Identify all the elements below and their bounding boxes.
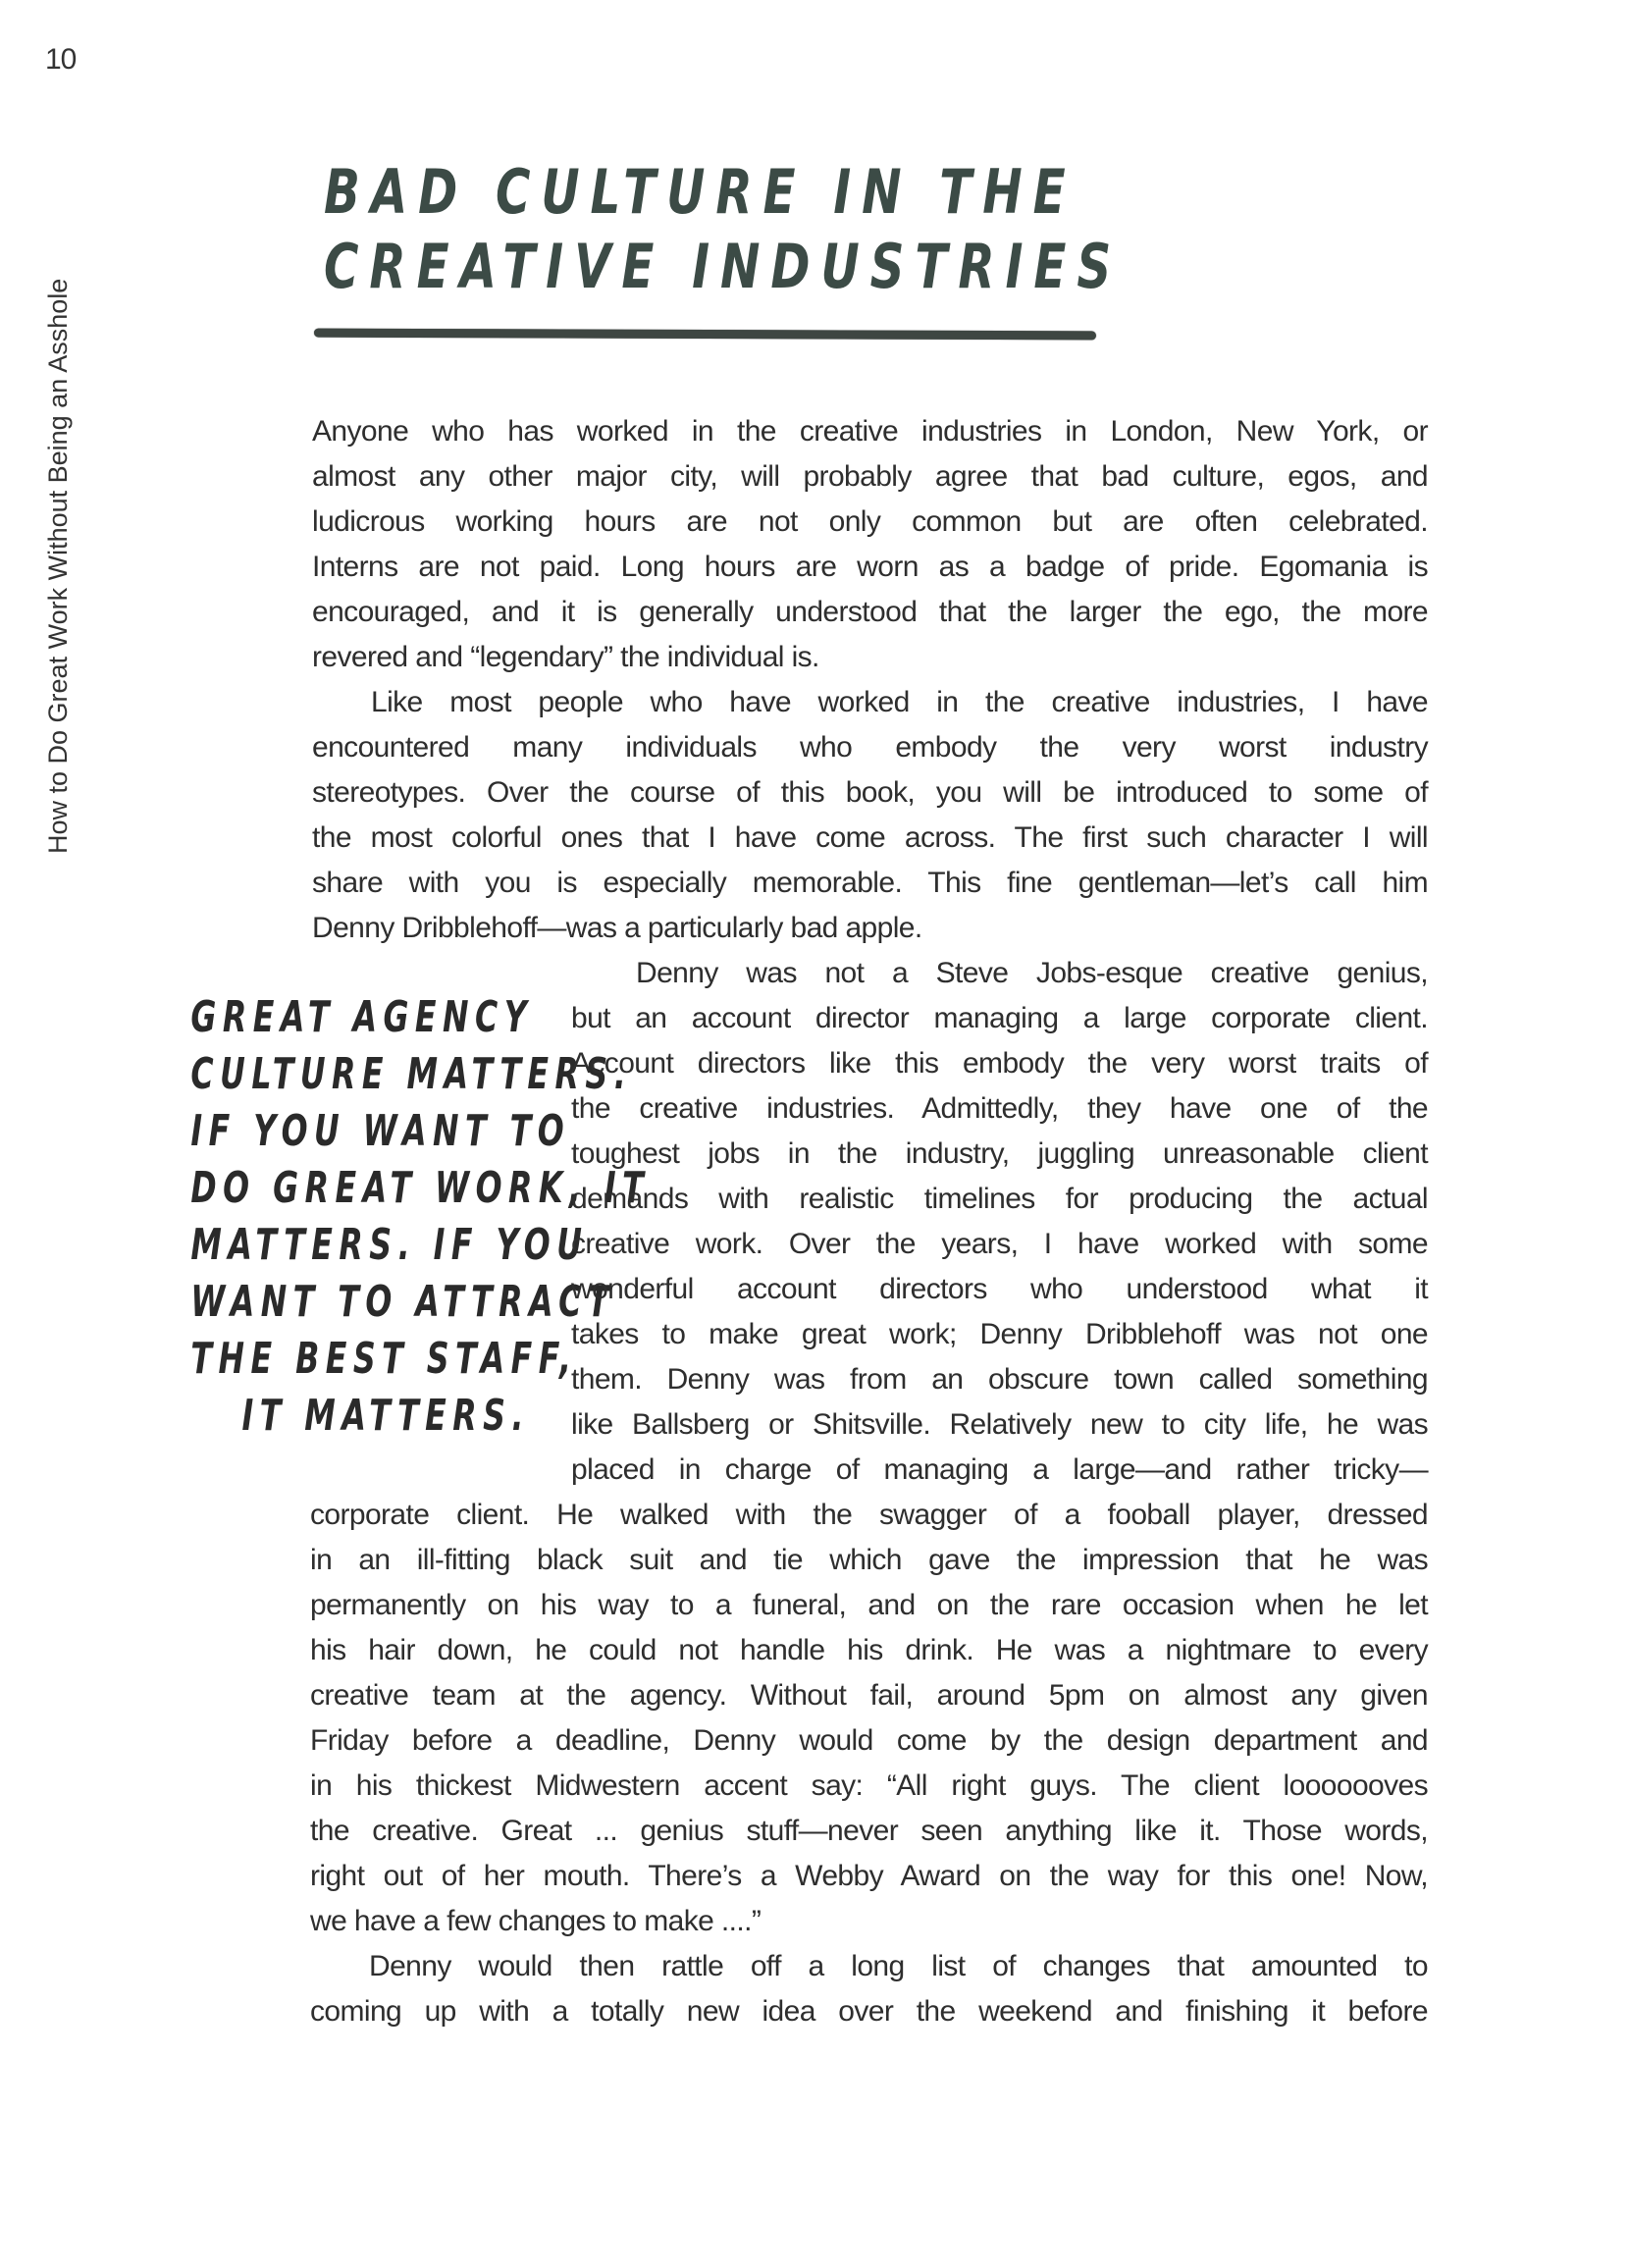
pull-quote-line: DO GREAT WORK, IT [190, 1163, 651, 1213]
body-line: right out of her mouth. There’s a Webby Award on the way for this one! Now, [310, 1860, 1428, 1892]
body-line: takes to make great work; Denny Dribblehoff was not one [571, 1318, 1428, 1350]
page-number: 10 [45, 43, 77, 76]
body-line: his hair down, he could not handle his drink. He was a nightmare to every [310, 1634, 1428, 1666]
title-underline-rule [314, 329, 1096, 341]
body-line: encountered many individuals who embody the very worst industry [312, 731, 1428, 764]
body-line: toughest jobs in the industry, juggling unreasonable client [571, 1137, 1428, 1170]
pull-quote-line: IF YOU WANT TO [190, 1106, 571, 1156]
body-line: the creative industries. Admittedly, they have one of the [571, 1092, 1428, 1125]
body-line: coming up with a totally new idea over the weekend and finishing it before [310, 1995, 1428, 2028]
chapter-title-line-2: CREATIVE INDUSTRIES [324, 231, 1123, 302]
body-line: corporate client. He walked with the swagger of a fooball player, dressed [310, 1499, 1428, 1531]
body-line: almost any other major city, will probably agree that bad culture, egos, and [312, 460, 1428, 493]
body-line: share with you is especially memorable. This fine gentleman—let’s call him [312, 867, 1428, 899]
body-line: Like most people who have worked in the creative industries, I have [371, 686, 1428, 718]
body-line: them. Denny was from an obscure town called something [571, 1363, 1428, 1396]
body-line: encouraged, and it is generally understood that the larger the ego, the more [312, 596, 1428, 628]
pull-quote [59, 989, 651, 1445]
body-line: in an ill-fitting black suit and tie which gave the impression that he was [310, 1544, 1428, 1576]
body-line: permanently on his way to a funeral, and on the rare occasion when he let [310, 1589, 1428, 1621]
body-line: Friday before a deadline, Denny would come by the design department and [310, 1724, 1428, 1757]
body-line: Denny would then rattle off a long list of changes that amounted to [369, 1950, 1428, 1982]
body-line: revered and “legendary” the individual is. [312, 641, 819, 673]
body-section-intro [312, 409, 1428, 951]
body-line: in his thickest Midwestern accent say: “All right guys. The client looooooves [310, 1769, 1428, 1802]
body-line: but an account director managing a large corporate client. [571, 1002, 1428, 1034]
pull-quote-line: MATTERS. IF YOU [190, 1220, 589, 1270]
body-line: Anyone who has worked in the creative industries in London, New York, or [312, 415, 1428, 448]
body-line: creative work. Over the years, I have worked with some [571, 1228, 1428, 1260]
pull-quote-line: WANT TO ATTRACT [190, 1277, 615, 1327]
pull-quote-line: GREAT AGENCY [190, 992, 534, 1042]
body-line: Denny Dribblehoff—was a particularly bad apple. [312, 912, 922, 944]
body-line: Denny was not a Steve Jobs-esque creative genius, [636, 957, 1428, 989]
body-line: wonderful account directors who understood what it [571, 1273, 1428, 1305]
body-line: stereotypes. Over the course of this book, you will be introduced to some of [312, 776, 1428, 809]
body-line: Account directors like this embody the very worst traits of [571, 1047, 1428, 1080]
body-line: Interns are not paid. Long hours are worn as a badge of pride. Egomania is [312, 551, 1428, 583]
body-line: like Ballsberg or Shitsville. Relatively new to city life, he was [571, 1408, 1428, 1441]
pull-quote-line: THE BEST STAFF, [190, 1334, 578, 1384]
pull-quote-line: CULTURE MATTERS. [190, 1049, 633, 1099]
body-line: placed in charge of managing a large—and rather tricky— [571, 1453, 1428, 1486]
body-line: creative team at the agency. Without fail, around 5pm on almost any given [310, 1679, 1428, 1712]
chapter-title-line-1: BAD CULTURE IN THE [324, 156, 1077, 228]
body-line: ludicrous working hours are not only common but are often celebrated. [312, 505, 1428, 538]
chapter-title [324, 155, 1123, 304]
body-line: the creative. Great ... genius stuff—never seen anything like it. Those words, [310, 1815, 1428, 1847]
body-section-inset [571, 951, 1428, 1493]
running-head-container [43, 196, 75, 854]
body-line: we have a few changes to make ....” [310, 1905, 762, 1937]
body-line: the most colorful ones that I have come across. The first such character I will [312, 821, 1428, 854]
body-line: demands with realistic timelines for producing the actual [571, 1183, 1428, 1215]
body-section-continuation [310, 1493, 1428, 2034]
running-head: How to Do Great Work Without Being an Asshole [43, 278, 73, 854]
pull-quote-line: IT MATTERS. [241, 1391, 530, 1441]
